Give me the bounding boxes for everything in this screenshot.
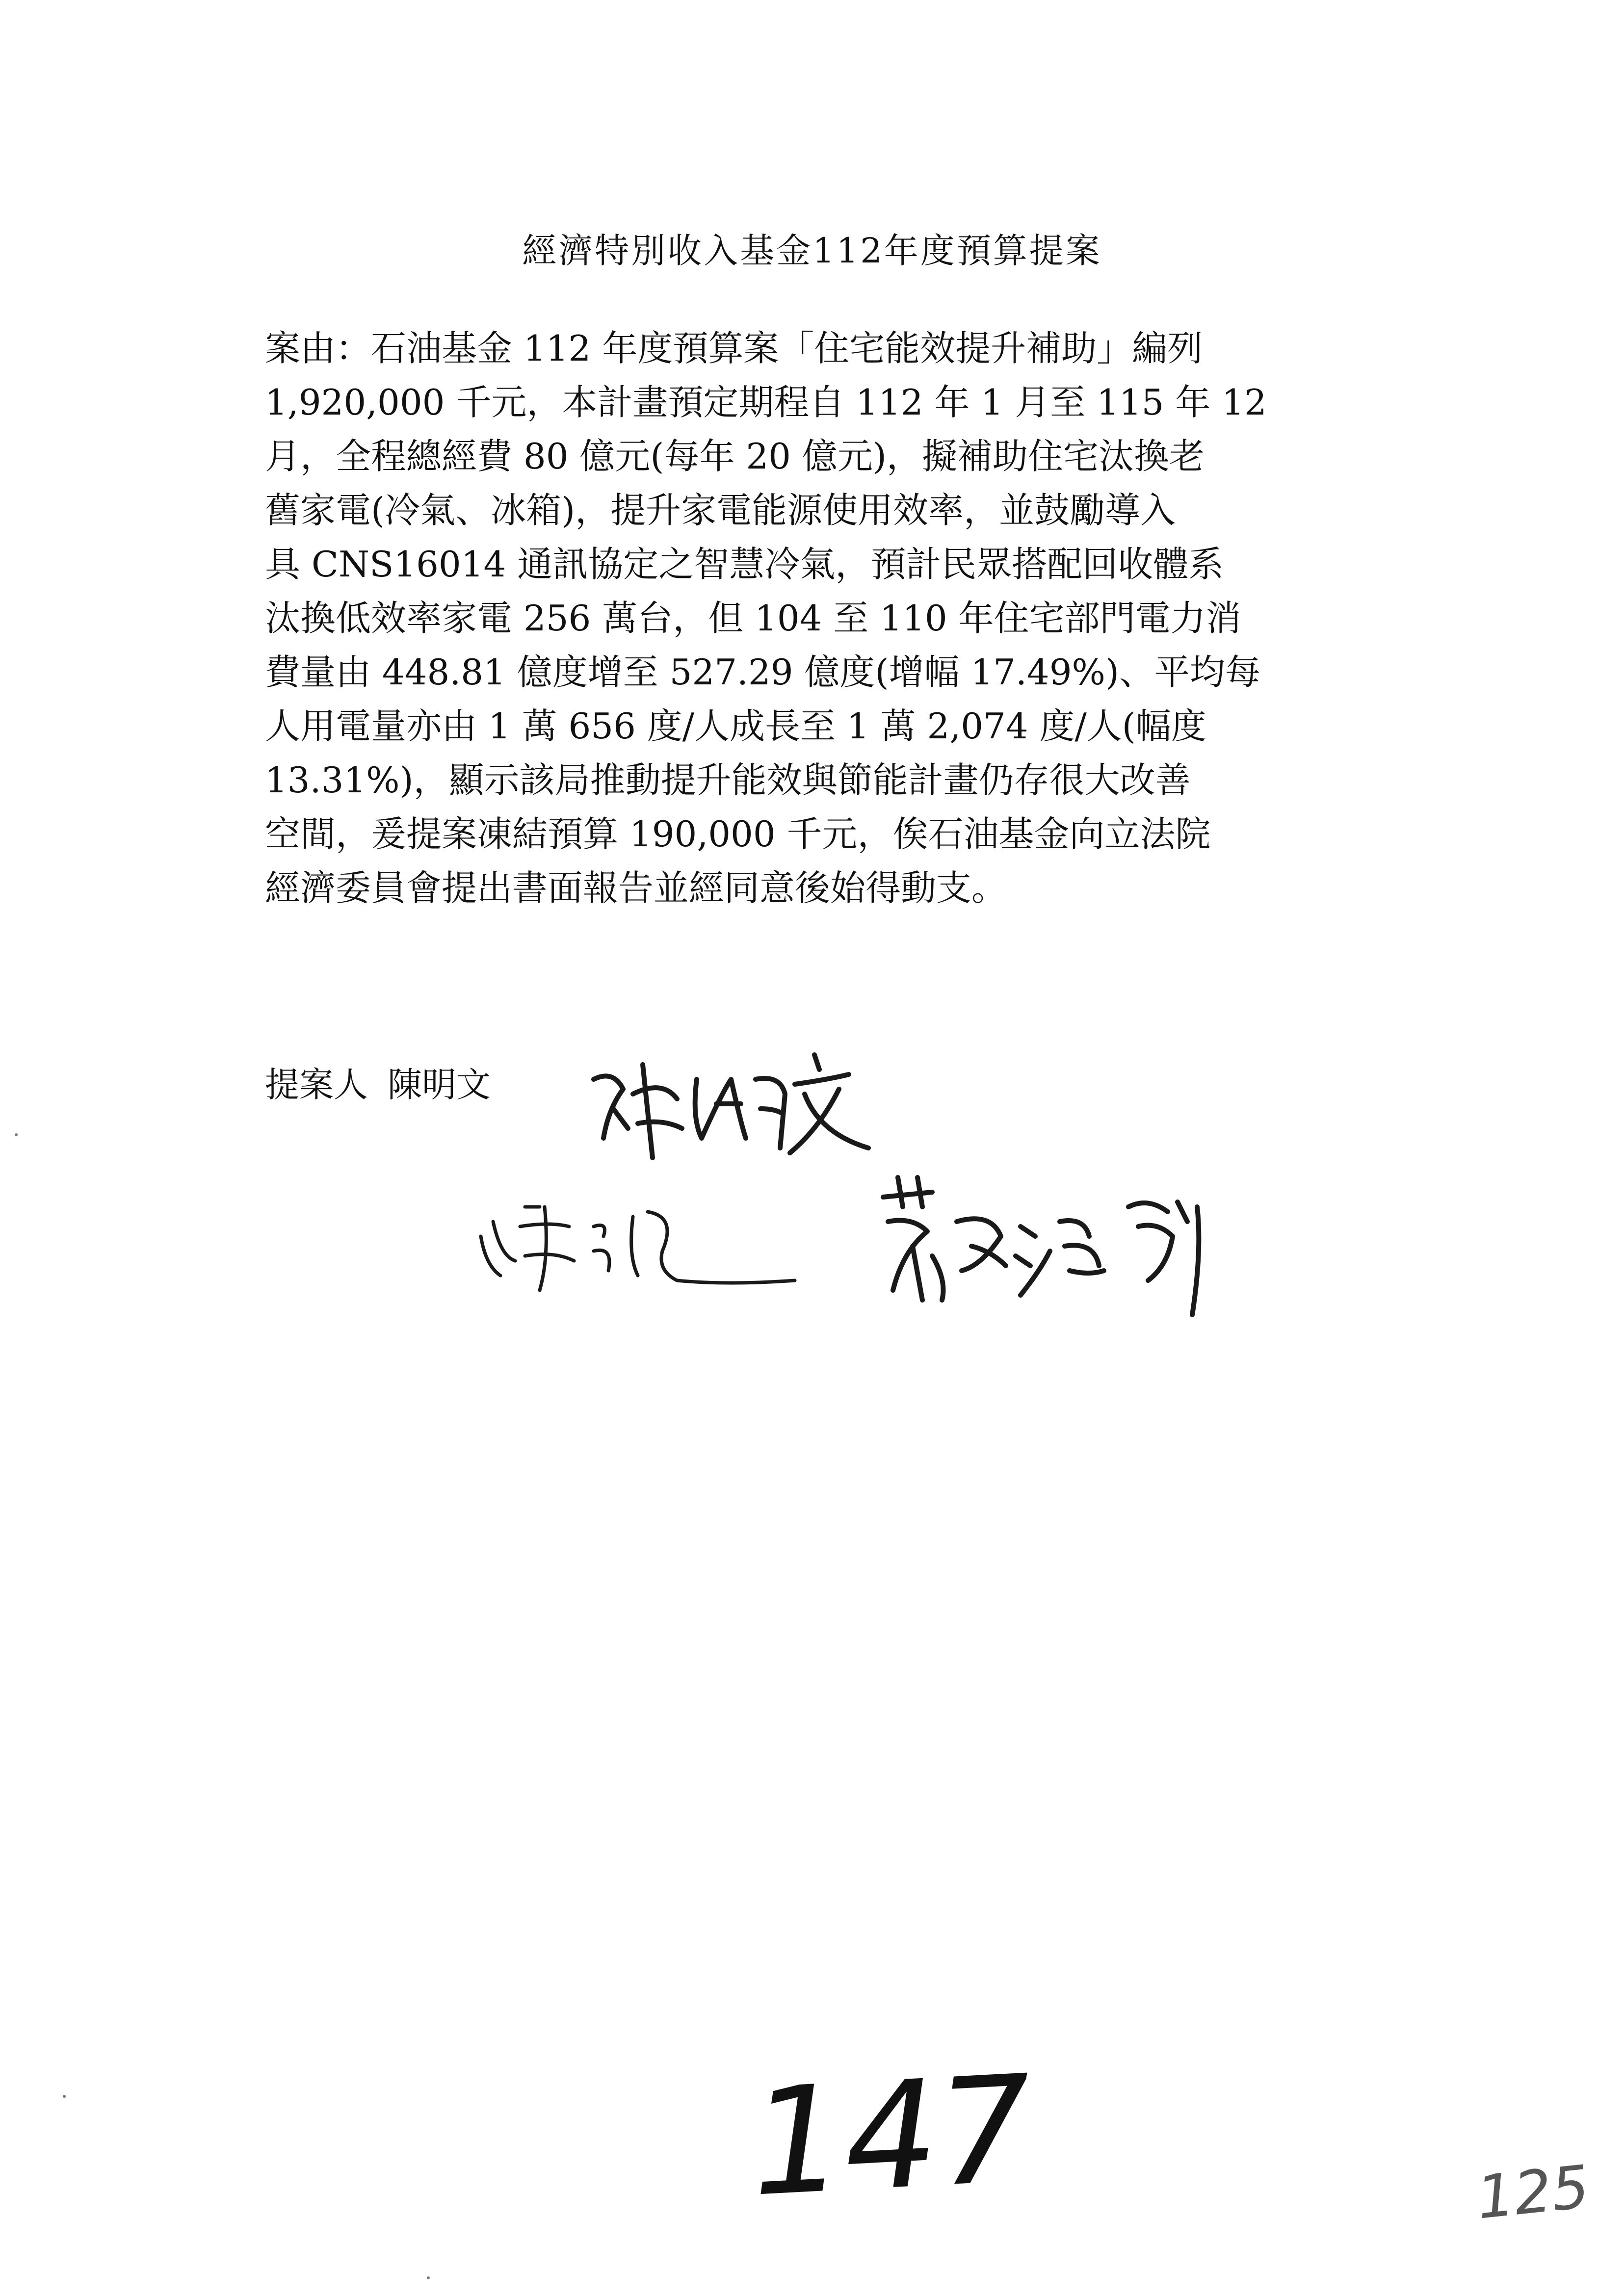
proposal-body xyxy=(265,321,1403,915)
body-line: 人用電量亦由 1 萬 656 度/人成長至 1 萬 2,074 度/人(幅度 xyxy=(265,705,1206,747)
body-line: 具 CNS16014 通訊協定之智慧冷氣，預計民眾搭配回收體系 xyxy=(265,544,1224,585)
body-line: 1,920,000 千元，本計畫預定期程自 112 年 1 月至 115 年 12 xyxy=(265,382,1267,423)
body-line: 空間，爰提案凍結預算 190,000 千元，俟石油基金向立法院 xyxy=(265,813,1211,855)
signature-2 xyxy=(471,1177,805,1305)
body-line: 案由：石油基金 112 年度預算案「住宅能效提升補助」編列 xyxy=(265,328,1203,369)
signature-3 xyxy=(873,1168,1217,1325)
signature-1 xyxy=(584,1035,878,1163)
corner-page-number: 125 xyxy=(1473,2153,1593,2233)
document-title: 經濟特別收入基金112年度預算提案 xyxy=(522,231,1102,271)
handwritten-page-number: 147 xyxy=(746,2043,1036,2229)
scan-speck xyxy=(427,2276,430,2279)
proposer-label: 提案人 xyxy=(265,1065,368,1105)
body-line: 舊家電(冷氣、冰箱)，提升家電能源使用效率，並鼓勵導入 xyxy=(265,490,1176,531)
proposer-name: 陳明文 xyxy=(388,1065,491,1105)
scan-speck xyxy=(63,2095,66,2098)
body-line: 費量由 448.81 億度增至 527.29 億度(增幅 17.49%)、平均每 xyxy=(265,652,1261,693)
body-line: 經濟委員會提出書面報告並經同意後始得動支。 xyxy=(265,867,1007,909)
proposer-line xyxy=(265,1057,491,1107)
body-line: 月，全程總經費 80 億元(每年 20 億元)，擬補助住宅汰換老 xyxy=(265,436,1205,477)
body-line: 汰換低效率家電 256 萬台，但 104 至 110 年住宅部門電力消 xyxy=(265,598,1241,639)
scan-speck xyxy=(15,1133,18,1136)
body-line: 13.31%)，顯示該局推動提升能效與節能計畫仍存很大改善 xyxy=(265,759,1191,801)
